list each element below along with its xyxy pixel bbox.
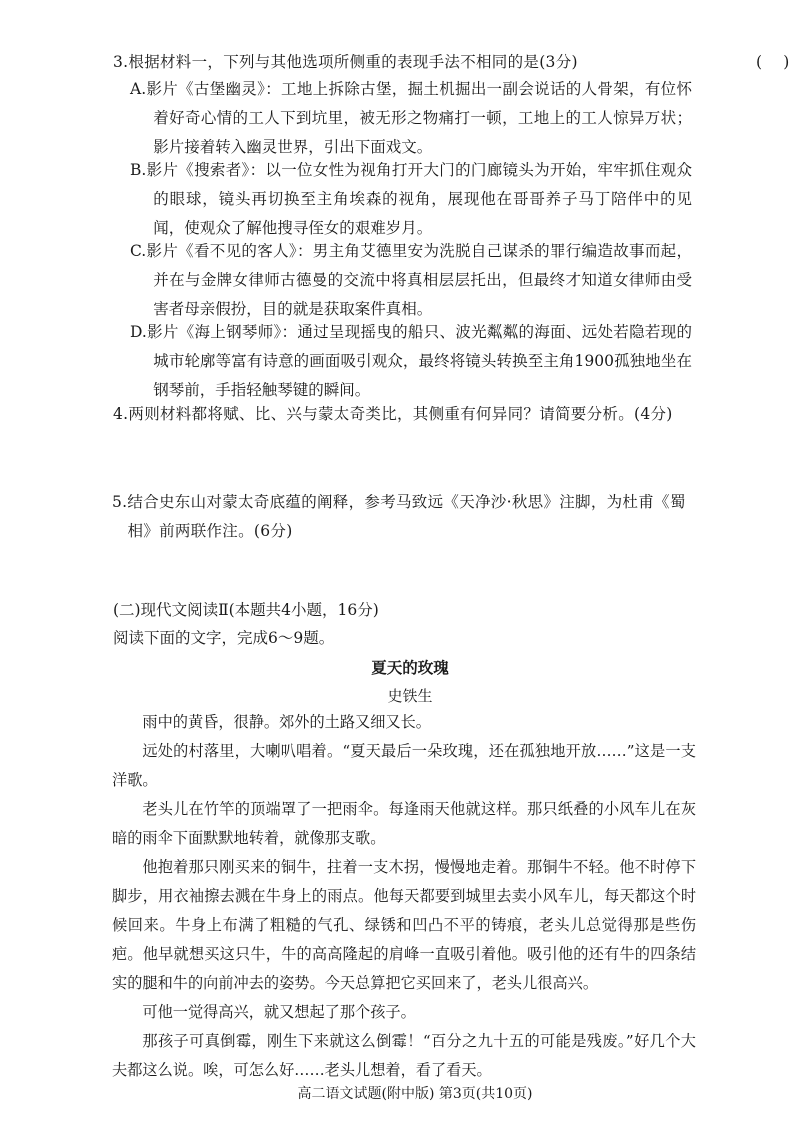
- story-paragraph: 那孩子可真倒霉，刚生下来就这么倒霉！“百分之九十五的可能是残废。”好几个大夫都这么说。唉，可怎么好……老头儿想着，看了看天。: [112, 1032, 696, 1079]
- option-d: D.影片《海上钢琴师》：通过呈现摇曳的船只、波光粼粼的海面、远处若隐若现的城市轮廓等富有诗意的画面吸引观众，最终将镜头转换至主角1900孤独地坐在钢琴前，手指轻触琴键的瞬间。: [130, 323, 692, 399]
- answer-bracket: ( ): [756, 53, 790, 71]
- story-paragraph: 远处的村落里，大喇叭唱着。“夏天最后一朵玫瑰，还在孤独地开放……”这是一支洋歌。: [112, 742, 696, 789]
- story-title: 夏天的玫瑰: [371, 659, 449, 677]
- story-paragraph: 他抱着那只刚买来的铜牛，拄着一支木拐，慢慢地走着。那铜牛不轻。他不时停下脚步，用衣袖擦去溅在牛身上的雨点。他每天都要到城里去卖小风车儿，每天都这个时候回来。牛身上布满了粗糙的气孔、绿锈和凹凸不平的铸痕，老头儿总觉得那是些伤疤。他早就想买这只牛，牛的高高隆起的肩峰一直吸引着他。吸引他的还有牛的四条结实的腿和牛的向前冲去的姿势。今天总算把它买回来了，老头儿很高兴。: [112, 858, 696, 992]
- story-author: 史铁生: [387, 687, 433, 705]
- story-paragraph: 雨中的黄昏，很静。郊外的土路又细又长。: [142, 713, 431, 731]
- story-paragraph: 老头儿在竹竿的顶端罩了一把雨伞。每逢雨天他就这样。那只纸叠的小风车儿在灰暗的雨伞下面默默地转着，就像那支歌。: [112, 800, 696, 847]
- option-a: A.影片《古堡幽灵》：工地上拆除古堡，掘土机掘出一副会说话的人骨架，有位怀着好奇心情的工人下到坑里，被无形之物痛打一顿，工地上的工人惊异万状；影片接着转入幽灵世界，引出下面戏文。: [130, 80, 692, 156]
- question-3: [113, 48, 790, 77]
- question-4: 4.两则材料都将赋、比、兴与蒙太奇类比，其侧重有何异同？请简要分析。(4分): [113, 405, 673, 423]
- option-c: C.影片《看不见的客人》：男主角艾德里安为洗脱自己谋杀的罪行编造故事而起，并在与金牌女律师古德曼的交流中将真相层层托出，但最终才知道女律师由受害者母亲假扮，目的就是获取案件真相。: [130, 242, 692, 318]
- question-5: 5.结合史东山对蒙太奇底蕴的阐释，参考马致远《天净沙·秋思》注脚，为杜甫《蜀相》前两联作注。(6分): [112, 493, 686, 540]
- question-3-stem: 3.根据材料一，下列与其他选项所侧重的表现手法不相同的是(3分): [113, 53, 578, 71]
- page-footer: 高二语文试题(附中版) 第3页(共10页): [297, 1086, 533, 1102]
- option-b: B.影片《搜索者》：以一位女性为视角打开大门的门廊镜头为开始，牢牢抓住观众的眼球，镜头再切换至主角埃森的视角，展现他在哥哥养子马丁陪伴中的见闻，使观众了解他搜寻侄女的艰难岁月。: [130, 161, 692, 237]
- section-instruction: 阅读下面的文字，完成6～9题。: [113, 629, 335, 647]
- section-heading: (二)现代文阅读Ⅱ(本题共4小题，16分): [113, 601, 379, 619]
- story-body: [112, 708, 696, 1085]
- story-paragraph: 可他一觉得高兴，就又想起了那个孩子。: [142, 1003, 416, 1021]
